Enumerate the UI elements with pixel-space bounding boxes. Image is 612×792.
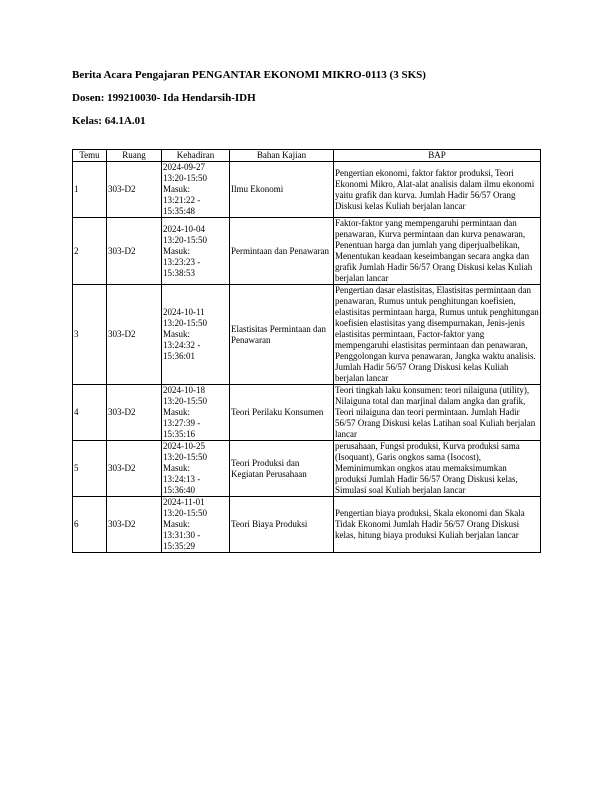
table-row xyxy=(73,385,541,441)
kehadiran-time: 13:20-15:50 xyxy=(163,452,207,462)
kehadiran-masuk-label: Masuk: xyxy=(163,245,190,256)
column-header-bap: BAP xyxy=(334,150,541,162)
kehadiran-masuk-label: Masuk: xyxy=(163,463,190,473)
kehadiran-masuk-end: 15:38:53 xyxy=(163,267,196,278)
document-header xyxy=(72,68,426,137)
cell-bahan-kajian: Elastisitas Permintaan dan Penawaran xyxy=(230,285,334,385)
cell-temu: 4 xyxy=(73,385,107,441)
cell-bap: Teori tingkah laku konsumen: teori nilaiguna (utility), Nilaiguna total dan marjinal dalam angka dan grafik, Teori nilaiguna dan teori permintaan. Jumlah Hadir 56/57 Orang Diskusi kelas Latihan soal Kuliah berjalan lancar xyxy=(334,385,541,441)
cell-bahan-kajian: Teori Perilaku Konsumen xyxy=(230,385,334,441)
kehadiran-date: 2024-09-27 xyxy=(163,162,205,172)
cell-bap: Faktor-faktor yang mempengaruhi permintaan dan penawaran, Kurva permintaan dan kurva penawaran, Penentuan harga dan jumlah yang diperjualbelikan, Menentukan keadaan keseimbangan secara angka dan grafik Jumlah Hadir 56/57 Orang Diskusi kelas Kuliah berjalan lancar xyxy=(334,218,541,285)
table-row xyxy=(73,218,541,285)
kehadiran-masuk-end: 15:35:16 xyxy=(163,429,196,439)
cell-kehadiran xyxy=(162,497,230,553)
table-row xyxy=(73,441,541,497)
kehadiran-masuk-end: 15:35:29 xyxy=(163,541,196,551)
cell-kehadiran xyxy=(162,385,230,441)
table-row xyxy=(73,285,541,385)
column-header-kehadiran: Kehadiran xyxy=(162,150,230,162)
kehadiran-masuk-label: Masuk: xyxy=(163,329,190,339)
kehadiran-time: 13:20-15:50 xyxy=(163,173,207,183)
cell-ruang: 303-D2 xyxy=(107,218,162,285)
kehadiran-date: 2024-10-18 xyxy=(163,385,205,395)
cell-kehadiran xyxy=(162,162,230,218)
kehadiran-masuk-label: Masuk: xyxy=(163,407,190,417)
cell-kehadiran xyxy=(162,218,230,285)
cell-bahan-kajian: Ilmu Ekonomi xyxy=(230,162,334,218)
kehadiran-masuk-start: 13:24:32 - xyxy=(163,340,201,350)
cell-bap: Pengertian biaya produksi, Skala ekonomi dan Skala Tidak Ekonomi Jumlah Hadir 56/57 Orang Diskusi kelas, hitung biaya produksi Kuliah berjalan lancar xyxy=(334,497,541,553)
cell-bap: Pengertian dasar elastisitas, Elastisitas permintaan dan penawaran, Rumus untuk penghitungan koefisien, elastisitas permintaan harga, Rumus untuk penghitungan koefisien elastisitas yang disempurnakan, Jenis-jenis elastisitas permintaan, Factor-faktor yang mempengaruhi elastisitas permintaan dan penawaran, Penggolongan kurva penawaran, Jangka waktu analisis. Jumlah Hadir 56/57 Orang Diskusi kelas Kuliah berjalan lancar xyxy=(335,285,539,383)
kehadiran-masuk-start: 13:23:23 - xyxy=(163,256,201,267)
course-title: Berita Acara Pengajaran PENGANTAR EKONOMI MIKRO-0113 (3 SKS) xyxy=(72,69,426,81)
kehadiran-time: 13:20-15:50 xyxy=(163,318,207,328)
bap-table xyxy=(72,149,541,553)
kehadiran-time: 13:20-15:50 xyxy=(163,508,207,518)
cell-ruang: 303-D2 xyxy=(107,441,162,497)
kehadiran-time: 13:20-15:50 xyxy=(163,234,207,245)
cell-kehadiran xyxy=(162,285,230,385)
cell-bap: perusahaan, Fungsi produksi, Kurva produksi sama (Isoquant), Garis ongkos sama (Isocost), Meminimumkan ongkos atau memaksimumkan produksi Jumlah Hadir 56/57 Orang Diskusi kelas, Simulasi soal Kuliah berjalan lancar xyxy=(334,441,541,497)
cell-bahan-kajian: Permintaan dan Penawaran xyxy=(230,218,334,285)
cell-ruang: 303-D2 xyxy=(107,162,162,218)
kehadiran-masuk-start: 13:27:39 - xyxy=(163,418,201,428)
kehadiran-masuk-start: 13:21:22 - xyxy=(163,195,201,205)
cell-bahan-kajian: Teori Biaya Produksi xyxy=(230,497,334,553)
kehadiran-date: 2024-10-11 xyxy=(163,307,205,317)
kehadiran-masuk-end: 15:36:01 xyxy=(163,351,196,361)
kehadiran-masuk-end: 15:35:48 xyxy=(163,206,196,216)
cell-temu: 3 xyxy=(73,285,107,385)
lecturer-info: Dosen: 199210030- Ida Hendarsih-IDH xyxy=(72,92,256,104)
kehadiran-date: 2024-11-01 xyxy=(163,497,205,507)
cell-kehadiran xyxy=(162,441,230,497)
column-header-bahan-kajian: Bahan Kajian xyxy=(230,150,334,162)
column-header-ruang: Ruang xyxy=(107,150,162,162)
kehadiran-time: 13:20-15:50 xyxy=(163,396,207,406)
kehadiran-masuk-start: 13:24:13 - xyxy=(163,474,201,484)
cell-bap: Pengertian ekonomi, faktor faktor produksi, Teori Ekonomi Mikro, Alat-alat analisis dalam ilmu ekonomi yaitu grafik dan kurva. Jumlah Hadir 56/57 Orang Diskusi kelas Kuliah berjalan lancar xyxy=(334,162,541,218)
cell-bahan-kajian: Teori Produksi dan Kegiatan Perusahaan xyxy=(230,441,334,497)
table-row xyxy=(73,497,541,553)
kehadiran-masuk-label: Masuk: xyxy=(163,519,190,529)
kehadiran-date: 2024-10-25 xyxy=(163,441,205,451)
cell-ruang: 303-D2 xyxy=(107,497,162,553)
cell-ruang: 303-D2 xyxy=(107,285,162,385)
column-header-temu: Temu xyxy=(73,150,107,162)
kehadiran-date: 2024-10-04 xyxy=(163,223,205,234)
kehadiran-masuk-label: Masuk: xyxy=(163,184,190,194)
kehadiran-masuk-end: 15:36:40 xyxy=(163,485,196,495)
cell-temu: 5 xyxy=(73,441,107,497)
cell-ruang: 303-D2 xyxy=(107,385,162,441)
table-row xyxy=(73,162,541,218)
class-info: Kelas: 64.1A.01 xyxy=(72,115,146,127)
cell-temu: 1 xyxy=(73,162,107,218)
cell-temu: 6 xyxy=(73,497,107,553)
table-header-row xyxy=(73,150,541,162)
kehadiran-masuk-start: 13:31:30 - xyxy=(163,530,201,540)
cell-temu: 2 xyxy=(73,218,107,285)
